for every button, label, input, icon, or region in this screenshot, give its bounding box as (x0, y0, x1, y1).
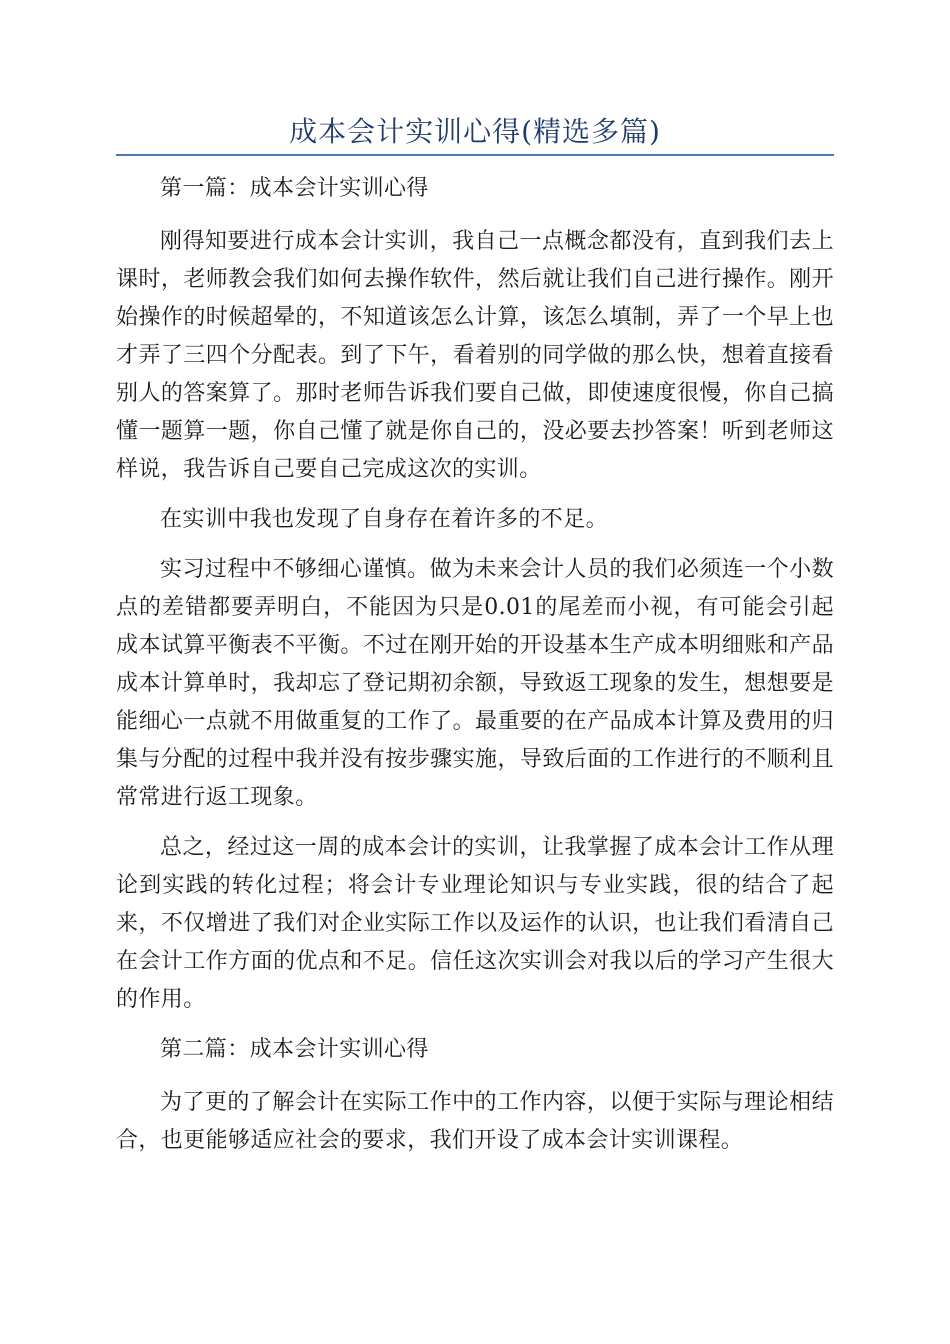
document-body (116, 170, 834, 1172)
section-heading: 第一篇：成本会计实训心得 (160, 176, 429, 201)
title-underline (116, 154, 834, 156)
paragraph: 刚得知要进行成本会计实训，我自己一点概念都没有，直到我们去上课时，老师教会我们如何去操作软件，然后就让我们自己进行操作。刚开始操作的时候超晕的，不知道该怎么计算，该怎么填制，弄了一个早上也才弄了三四个分配表。到了下午，看着别的同学做的那么快，想着直接看别人的答案算了。那时老师告诉我们要自己做，即使速度很慢，你自己搞懂一题算一题，你自己懂了就是你自己的，没必要去抄答案！听到老师这样说，我告诉自己要自己完成这次的实训。 (116, 229, 834, 482)
paragraph: 总之，经过这一周的成本会计的实训，让我掌握了成本会计工作从理论到实践的转化过程；将会计专业理论知识与专业实践，很的结合了起来，不仅增进了我们对企业实际工作以及运作的认识，也让我们看清自己在会计工作方面的优点和不足。信任这次实训会对我以后的学习产生很大的作用。 (116, 835, 834, 1012)
paragraph: 在实训中我也发现了自身存在着许多的不足。 (160, 507, 609, 532)
document-title: 成本会计实训心得(精选多篇) (289, 115, 661, 148)
paragraph: 实习过程中不够细心谨慎。做为未来会计人员的我们必须连一个小数点的差错都要弄明白，不能因为只是0.01的尾差而小视，有可能会引起成本试算平衡表不平衡。不过在刚开始的开设基本生产成本明细账和产品成本计算单时，我却忘了登记期初余额，导致返工现象的发生，想想要是能细心一点就不用做重复的工作了。最重要的在产品成本计算及费用的归集与分配的过程中我并没有按步骤实施，导致后面的工作进行的不顺利且常常进行返工现象。 (116, 557, 834, 810)
paragraph: 为了更的了解会计在实际工作中的工作内容，以便于实际与理论相结合，也更能够适应社会的要求，我们开设了成本会计实训课程。 (116, 1090, 834, 1153)
section-heading: 第二篇：成本会计实训心得 (160, 1037, 429, 1062)
